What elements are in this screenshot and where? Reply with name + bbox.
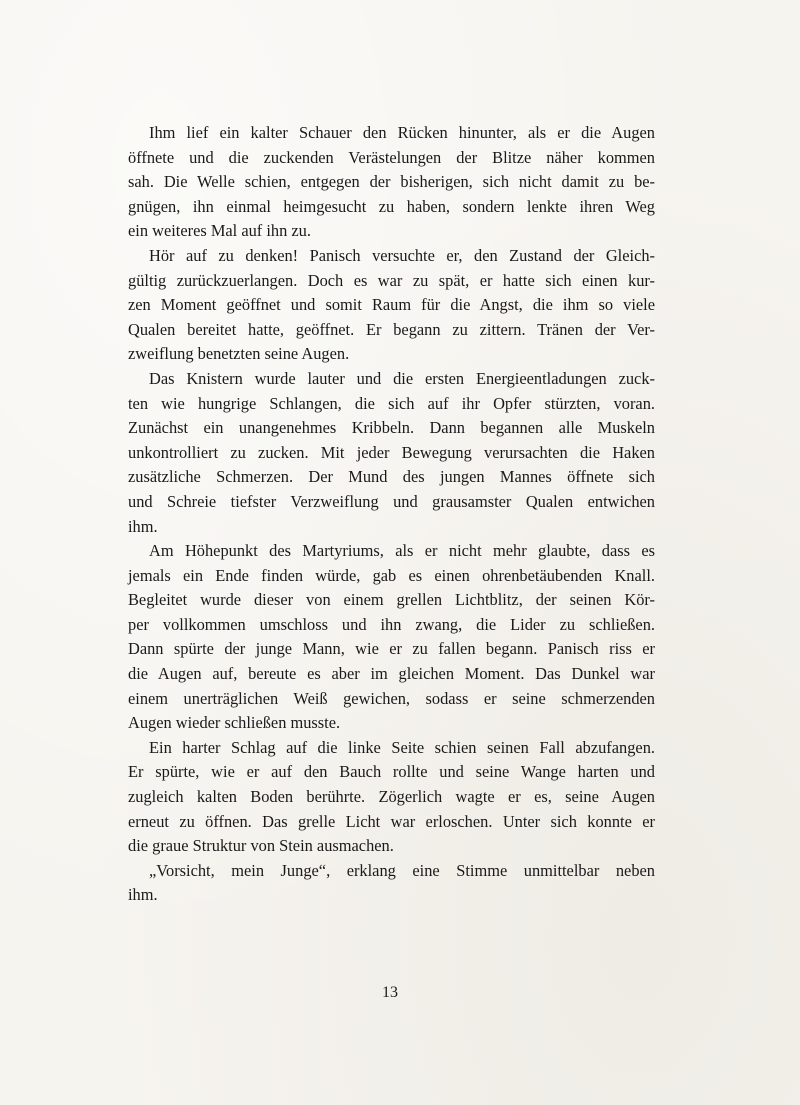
text-line: öffnete und die zuckenden Verästelungen der Blitze näher kommen <box>128 147 655 167</box>
text-line: zugleich kalten Boden berührte. Zögerlich wagte er es, seine Augen <box>128 787 655 807</box>
text-line: zweiflung benetzten seine Augen. <box>128 344 350 364</box>
paragraph-3 <box>128 367 655 539</box>
paragraph-6 <box>128 859 655 908</box>
text-line: Zunächst ein unangenehmes Kribbeln. Dann begannen alle Muskeln <box>128 418 655 438</box>
text-line: „Vorsicht, mein Junge“, erklang eine Stimme unmittelbar neben <box>149 860 655 880</box>
text-line: die graue Struktur von Stein ausmachen. <box>128 836 394 856</box>
paragraph-5 <box>128 736 655 859</box>
text-line: jemals ein Ende finden würde, gab es einen ohrenbetäubenden Knall. <box>128 565 655 585</box>
page-number: 13 <box>382 984 398 1001</box>
text-line: Am Höhepunkt des Martyriums, als er nicht mehr glaubte, dass es <box>149 541 655 561</box>
text-line: Hör auf zu denken! Panisch versuchte er, den Zustand der Gleich- <box>149 245 655 265</box>
text-line: zen Moment geöffnet und somit Raum für die Angst, die ihm so viele <box>128 295 655 315</box>
text-line: Ein harter Schlag auf die linke Seite schien seinen Fall abzufangen. <box>149 737 655 757</box>
text-line: gültig zurückzuerlangen. Doch es war zu spät, er hatte sich einen kur- <box>128 270 655 290</box>
text-line: Ihm lief ein kalter Schauer den Rücken hinunter, als er die Augen <box>149 123 655 142</box>
text-line: Augen wieder schließen musste. <box>128 713 341 733</box>
text-line: Dann spürte der junge Mann, wie er zu fallen begann. Panisch riss er <box>128 639 655 659</box>
text-line: per vollkommen umschloss und ihn zwang, die Lider zu schließen. <box>128 614 655 634</box>
text-line: unkontrolliert zu zucken. Mit jeder Bewegung verursachten die Haken <box>128 442 655 462</box>
text-line: Qualen bereitet hatte, geöffnet. Er begann zu zittern. Tränen der Ver- <box>128 319 655 339</box>
text-line: ihm. <box>128 885 158 905</box>
text-line: ein weiteres Mal auf ihn zu. <box>128 221 311 241</box>
text-line: Er spürte, wie er auf den Bauch rollte und seine Wange harten und <box>128 762 655 782</box>
text-line: und Schreie tiefster Verzweiflung und grausamster Qualen entwichen <box>128 491 655 511</box>
text-line: ihm. <box>128 516 158 536</box>
body-text <box>128 121 655 908</box>
text-line: sah. Die Welle schien, entgegen der bisherigen, sich nicht damit zu be- <box>128 172 655 192</box>
text-line: Begleitet wurde dieser von einem grellen Lichtblitz, der seinen Kör- <box>128 590 655 610</box>
paragraph-1 <box>128 121 655 244</box>
text-line: die Augen auf, bereute es aber im gleichen Moment. Das Dunkel war <box>128 664 655 684</box>
text-line: ten wie hungrige Schlangen, die sich auf ihr Opfer stürzten, voran. <box>128 393 655 413</box>
text-line: zusätzliche Schmerzen. Der Mund des jungen Mannes öffnete sich <box>128 467 655 487</box>
text-line: gnügen, ihn einmal heimgesucht zu haben, sondern lenkte ihren Weg <box>128 196 655 216</box>
text-line: Das Knistern wurde lauter und die ersten Energieentladungen zuck- <box>149 368 655 388</box>
paragraph-2 <box>128 244 655 367</box>
text-line: erneut zu öffnen. Das grelle Licht war erloschen. Unter sich konnte er <box>128 811 655 831</box>
paragraph-4 <box>128 539 655 736</box>
text-line: einem unerträglichen Weiß gewichen, sodass er seine schmerzenden <box>128 688 655 708</box>
